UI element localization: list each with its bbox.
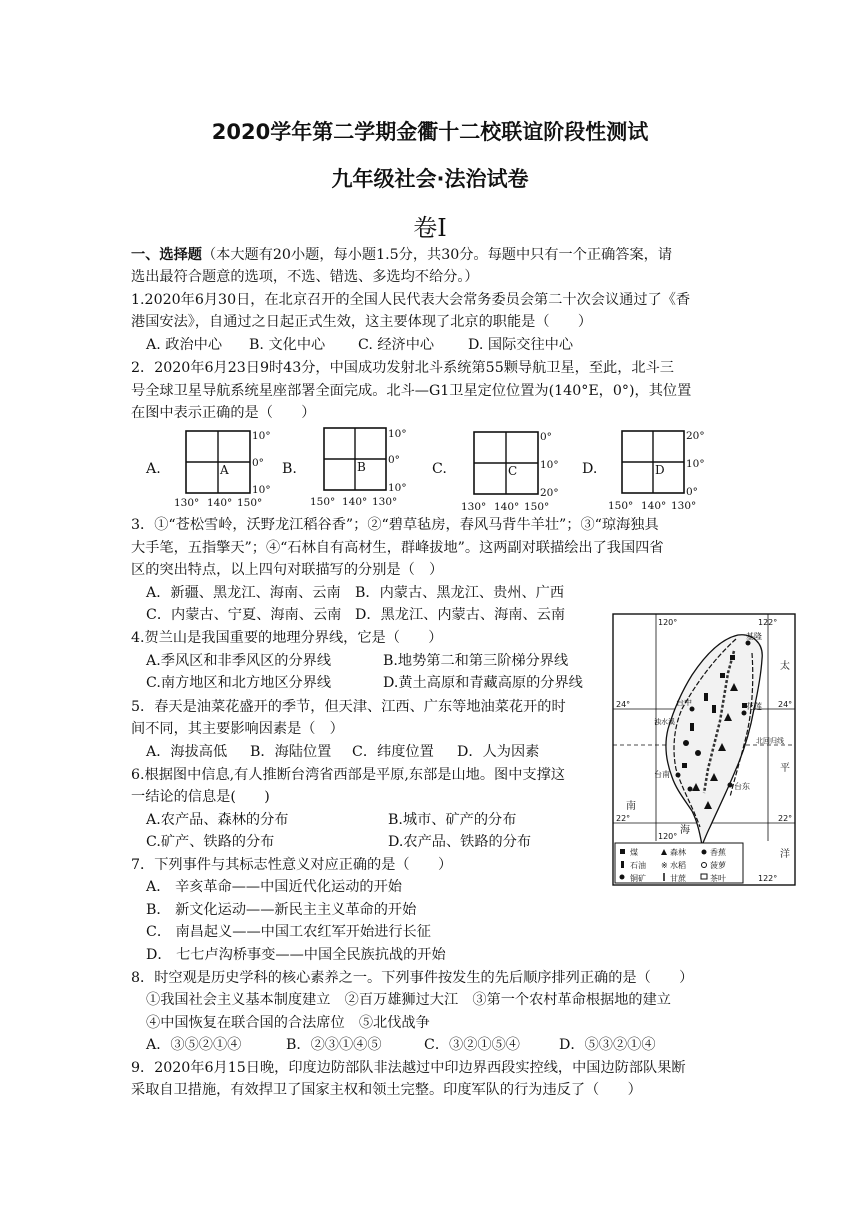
q3-line-3: 区的突出特点，以上四句对联描写的分别是（ ） [131,562,444,578]
tropic-label: 北回归线 [756,737,784,745]
q5-option-b: B．海陆位置 [250,744,332,760]
q2-grid-a [172,428,282,510]
q7-option-c: C． 南昌起义——中国工农红军开始进行长征 [146,924,431,940]
legend-banana: 香蕉 [710,848,726,857]
section-intro-line-2: 选出最符合题意的选项，不选、错选、多选均不给分。） [131,269,479,285]
grid-a-lon-right: 150° [237,497,263,509]
q8-option-b: B．②③①④⑤ [286,1037,382,1053]
q3-options-row-2 [146,604,565,626]
q5-option-c: C．纬度位置 [352,744,434,760]
city-keelung: 基隆 [746,632,762,641]
map-lon-122-top: 122° [758,618,778,627]
q1-option-a: A. 政治中心 [146,337,223,353]
legend-coal: 煤 [630,848,638,857]
volume-label: 卷Ⅰ [413,214,447,242]
q4-option-c: C.南方地区和北方地区分界线 [146,675,332,691]
q3-line-2: 大手笔，五指擎天”；④“石林自有高材生，群峰拔地”。这两副对联描绘出了我国四省 [131,540,664,556]
grid-d-lat-bottom: 0° [686,486,698,498]
q1-line-1: 1.2020年6月30日，在北京召开的全国人民代表大会常务委员会第二十次会议通过了《香 [131,292,691,308]
grid-d-lon-left: 150° [608,500,634,512]
q7-line-1: 7．下列事件与其标志性意义对应正确的是（ ） [131,857,453,873]
grid-c-lat-top: 0° [540,431,552,443]
q1-option-d: D. 国际交往中心 [468,337,574,353]
q5-option-a: A．海拔高低 [146,744,228,760]
sea-label-hai: 海 [680,825,690,836]
q2-line-2: 号全球卫星导航系统星座部署全面完成。北斗—G1卫星定位位置为(140°E，0°)，其位置 [131,383,692,399]
grid-c-lon-left: 130° [461,501,487,513]
map-lon-120-bottom: 120° [658,832,678,841]
legend-oil: 石油 [630,861,646,870]
q8-events-1: ①我国社会主义基本制度建立 ②百万雄狮过大江 ③第一个农村革命根据地的建立 [146,992,671,1008]
grid-b-point: B [357,460,366,474]
sea-label-ping: 平 [780,763,790,774]
q4-option-a: A.季风区和非季风区的分界线 [146,653,332,669]
city-tainan: 台南 [654,770,670,779]
map-lon-122-bottom: 122° [758,874,778,883]
q6-option-a: A.农产品、森林的分布 [146,812,289,828]
city-hualien: 花莲 [746,702,762,711]
q8-line-1: 8．时空观是历史学科的核心素养之一。下列事件按发生的先后顺序排列正确的是（ ） [131,970,694,986]
grid-a-lat-bottom: 10° [252,484,271,496]
legend-copper: 铜矿 [630,874,646,883]
map-lat-24-right: 24° [778,700,793,709]
q4-option-b: B.地势第二和第三阶梯分界线 [383,653,569,669]
q2-grid-option-c: C. [432,461,447,477]
q4-option-d: D.黄土高原和青藏高原的分界线 [383,675,583,691]
q9-line-2: 采取自卫措施，有效捍卫了国家主权和领土完整。印度军队的行为违反了（ ） [131,1082,642,1098]
q5-options [146,741,539,763]
grid-c-lat-mid: 10° [540,459,559,471]
city-taitung: 台东 [734,782,750,791]
q3-options-row-1 [146,582,564,604]
q3-line-1: 3．①“苍松雪岭，沃野龙江稻谷香”；②“碧草毡房，春风马背牛羊壮”；③“琼海独具 [131,517,659,533]
legend-tea: 茶叶 [710,874,726,883]
q7-option-d: D． 七七卢沟桥事变——中国全民族抗战的开始 [146,947,446,963]
q8-option-c: C．③②①⑤④ [424,1037,520,1053]
grid-a-lon-mid: 140° [207,497,233,509]
grid-b-lon-mid: 140° [342,496,368,508]
grid-c-point: C [508,464,518,478]
sea-label-tai: 太 [780,661,790,672]
svg-text:※: ※ [661,861,668,870]
sea-label-yang: 洋 [780,849,790,860]
q8-events-2: ④中国恢复在联合国的合法席位 ⑤北伐战争 [146,1015,430,1031]
q5-option-d: D．人为因素 [457,744,540,760]
q4-options-row-1 [146,650,568,672]
q5-line-2: 间不同，其主要影响因素是（ ） [131,721,344,737]
q3-option-c: C．内蒙古、宁夏、海南、云南 [146,607,342,623]
city-taichung: 台中 [676,698,692,707]
q2-grid-option-d: D. [582,461,598,477]
q7-option-a: A． 辛亥革命——中国近代化运动的开始 [146,879,402,895]
section-intro: （本大题有20小题，每小题1.5分，共30分。每题中只有一个正确答案，请 [201,247,673,263]
sea-label-nan: 南 [626,801,636,812]
grid-a-lat-top: 10° [252,430,271,442]
q2-grid-b [308,425,418,511]
legend-pineapple: 菠萝 [710,861,726,870]
q6-option-c: C.矿产、铁路的分布 [146,834,275,850]
q6-options-row-1 [146,809,516,831]
q6-line-2: 一结论的信息是( ) [131,789,270,805]
grid-d-lon-right: 130° [671,500,697,512]
grid-d-lat-top: 20° [686,430,705,442]
grid-b-lon-left: 150° [310,496,336,508]
q2-grid-c [458,428,570,514]
legend-forest: 森林 [670,848,686,857]
q9-line-1: 9．2020年6月15日晚，印度边防部队非法越过中印边界西段实控线，中国边防部队果断 [131,1060,686,1076]
q6-options-row-2 [146,831,531,853]
q1-line-2: 港国安法》，自通过之日起正式生效，这主要体现了北京的职能是（ ） [131,314,593,330]
grid-a-lon-left: 130° [174,497,200,509]
grid-b-lat-mid: 0° [388,454,400,466]
q1-option-b: B. 文化中心 [249,337,326,353]
q6-line-1: 6.根据图中信息,有人推断台湾省西部是平原,东部是山地。图中支撑这 [131,767,565,783]
q3-option-a: A．新疆、黑龙江、海南、云南 [146,585,341,601]
q1-options [146,334,573,356]
grid-c-lon-right: 150° [524,501,550,513]
q1-option-c: C. 经济中心 [358,337,435,353]
section-heading: 一、选择题 [131,247,202,263]
q2-grid-d [606,427,718,513]
q4-line-1: 4.贺兰山是我国重要的地理分界线，它是（ ） [131,630,443,646]
q7-option-b: B． 新文化运动——新民主主义革命的开始 [146,902,417,918]
q5-line-1: 5．春天是油菜花盛开的季节，但天津、江西、广东等地油菜花开的时 [131,699,566,715]
grid-b-lat-top: 10° [388,428,407,440]
q2-grid-option-a: A. [146,461,161,477]
map-lat-24-left: 24° [616,700,631,709]
legend-sugarcane: 甘蔗 [670,874,686,883]
map-lat-22-left: 22° [616,814,631,823]
map-lat-22-right: 22° [778,814,793,823]
river-choshui: 浊水溪 [654,718,675,726]
taiwan-resource-map [612,613,796,886]
q6-option-b: B.城市、矿产的分布 [388,812,517,828]
section-intro-line-1 [131,244,672,266]
grid-c-lat-bottom: 20° [540,487,559,499]
grid-a-lat-mid: 0° [252,457,264,469]
q3-option-b: B．内蒙古、黑龙江、贵州、广西 [355,585,565,601]
q8-option-a: A．③⑤②①④ [146,1037,242,1053]
legend-rice: 水稻 [670,861,686,870]
grid-d-lon-mid: 140° [641,500,667,512]
map-lon-120-top: 120° [658,618,678,627]
grid-a-point: A [220,463,229,477]
q2-line-1: 2．2020年6月23日9时43分，中国成功发射北斗系统第55颗导航卫星，至此，北斗三 [131,360,674,376]
q8-options [146,1034,656,1056]
q2-grid-option-b: B. [282,461,297,477]
q6-option-d: D.农产品、铁路的分布 [388,834,532,850]
grid-c-lon-mid: 140° [494,501,520,513]
grid-d-point: D [655,463,665,477]
exam-subtitle: 九年级社会·法治试卷 [331,167,529,191]
q3-option-d: D．黑龙江、内蒙古、海南、云南 [355,607,566,623]
grid-b-lat-bottom: 10° [388,482,407,494]
exam-title: 2020学年第二学期金衢十二校联谊阶段性测试 [211,120,649,144]
q8-option-d: D．⑤③②①④ [559,1037,656,1053]
q4-options-row-2 [146,672,583,694]
q2-line-3: 在图中表示正确的是（ ） [131,405,316,421]
grid-d-lat-mid: 10° [686,458,705,470]
grid-b-lon-right: 130° [372,496,398,508]
